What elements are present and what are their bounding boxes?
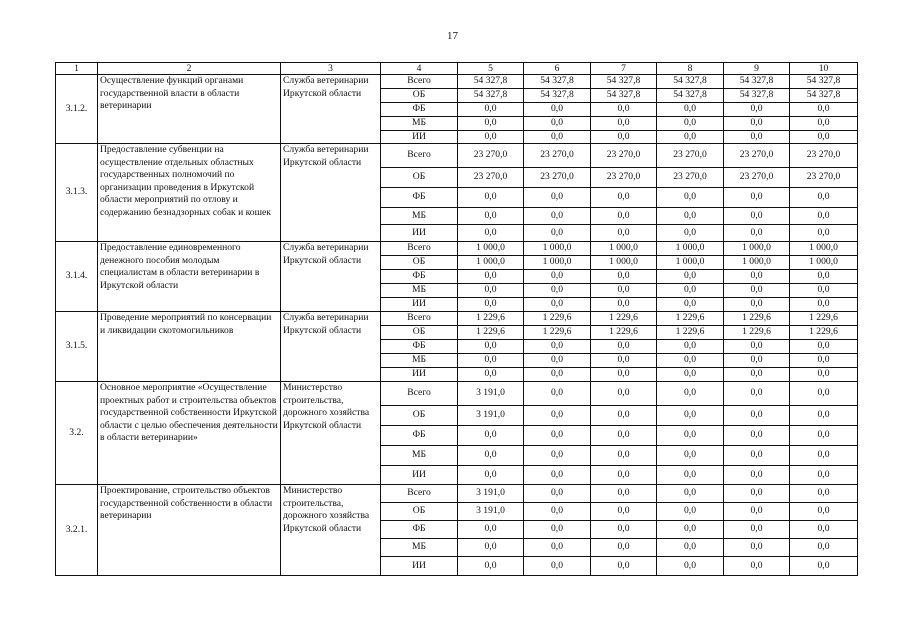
row-name: Основное мероприятие «Осуществление проектных работ и строительства объектов государственной собственности Иркутской области с целью обеспечения деятельности в области ветеринарии»: [98, 382, 281, 485]
funding-source: ОБ: [381, 256, 458, 270]
amount-cell: 0,0: [790, 284, 858, 298]
funding-source: ФБ: [381, 102, 458, 116]
funding-source: Всего: [381, 144, 458, 168]
amount-cell: 0,0: [591, 130, 657, 144]
amount-cell: 1 000,0: [724, 256, 790, 270]
amount-cell: 0,0: [657, 270, 724, 284]
row-name: Предоставление единовременного денежного пособия молодым специалистам в области ветеринарии в Иркутской области: [98, 242, 281, 312]
amount-cell: 0,0: [657, 208, 724, 225]
page-number: 17: [447, 30, 458, 42]
funding-source: ИИ: [381, 557, 458, 576]
column-number-3: 3: [281, 63, 381, 75]
column-number-9: 9: [724, 63, 790, 75]
amount-cell: 0,0: [524, 485, 591, 503]
amount-cell: 0,0: [724, 485, 790, 503]
table-row: [56, 312, 858, 326]
row-name: Осуществление функций органами государственной власти в области ветеринарии: [98, 75, 281, 144]
amount-cell: 54 327,8: [591, 89, 657, 103]
amount-cell: 0,0: [790, 298, 858, 312]
row-code: 3.1.4.: [56, 242, 98, 312]
column-number-6: 6: [524, 63, 591, 75]
amount-cell: 0,0: [657, 503, 724, 521]
amount-cell: 1 229,6: [790, 326, 858, 340]
amount-cell: 0,0: [458, 188, 524, 208]
amount-cell: 0,0: [458, 116, 524, 130]
amount-cell: 0,0: [591, 382, 657, 406]
amount-cell: 0,0: [724, 270, 790, 284]
amount-cell: 0,0: [657, 446, 724, 466]
amount-cell: 1 229,6: [524, 326, 591, 340]
row-executor: Служба ветеринарии Иркутской области: [281, 312, 381, 382]
amount-cell: 0,0: [458, 130, 524, 144]
amount-cell: 1 000,0: [458, 242, 524, 256]
column-number-10: 10: [790, 63, 858, 75]
amount-cell: 1 000,0: [458, 256, 524, 270]
row-code: 3.1.3.: [56, 144, 98, 242]
amount-cell: 54 327,8: [724, 89, 790, 103]
amount-cell: 0,0: [591, 208, 657, 225]
funding-source: ОБ: [381, 89, 458, 103]
amount-cell: 0,0: [724, 446, 790, 466]
row-name: Проектирование, строительство объектов государственной собственности в области ветеринарии: [98, 485, 281, 576]
amount-cell: 1 229,6: [724, 312, 790, 326]
amount-cell: 0,0: [524, 116, 591, 130]
row-executor: Служба ветеринарии Иркутской области: [281, 75, 381, 144]
funding-source: ИИ: [381, 298, 458, 312]
amount-cell: 0,0: [790, 130, 858, 144]
funding-source: ОБ: [381, 406, 458, 426]
amount-cell: 0,0: [724, 208, 790, 225]
amount-cell: 23 270,0: [458, 144, 524, 168]
funding-source: ИИ: [381, 368, 458, 382]
amount-cell: 0,0: [724, 426, 790, 446]
amount-cell: 1 000,0: [790, 256, 858, 270]
amount-cell: 0,0: [458, 225, 524, 242]
amount-cell: 0,0: [724, 225, 790, 242]
amount-cell: 0,0: [724, 382, 790, 406]
amount-cell: 1 229,6: [790, 312, 858, 326]
amount-cell: 0,0: [591, 521, 657, 539]
amount-cell: 0,0: [790, 539, 858, 557]
amount-cell: 0,0: [591, 485, 657, 503]
amount-cell: 0,0: [790, 225, 858, 242]
amount-cell: 0,0: [524, 557, 591, 576]
amount-cell: 0,0: [458, 446, 524, 466]
amount-cell: 0,0: [790, 340, 858, 354]
row-name: Предоставление субвенции на осуществление отдельных областных государственных полномочий по организации проведения в Иркутской области мероприятий по отлову и содержанию безнадзорных собак и кошек: [98, 144, 281, 242]
funding-source: ИИ: [381, 130, 458, 144]
amount-cell: 54 327,8: [724, 75, 790, 89]
funding-source: МБ: [381, 446, 458, 466]
amount-cell: 1 229,6: [657, 326, 724, 340]
amount-cell: 0,0: [790, 426, 858, 446]
amount-cell: 0,0: [458, 270, 524, 284]
funding-source: Всего: [381, 485, 458, 503]
amount-cell: 0,0: [724, 406, 790, 426]
amount-cell: 0,0: [790, 354, 858, 368]
amount-cell: 0,0: [591, 270, 657, 284]
amount-cell: 0,0: [724, 466, 790, 485]
amount-cell: 54 327,8: [657, 75, 724, 89]
amount-cell: 0,0: [657, 102, 724, 116]
amount-cell: 0,0: [790, 466, 858, 485]
amount-cell: 3 191,0: [458, 503, 524, 521]
amount-cell: 0,0: [790, 446, 858, 466]
amount-cell: 23 270,0: [657, 168, 724, 188]
amount-cell: 3 191,0: [458, 406, 524, 426]
table-row: [56, 242, 858, 256]
amount-cell: 23 270,0: [458, 168, 524, 188]
column-number-8: 8: [657, 63, 724, 75]
amount-cell: 1 000,0: [657, 256, 724, 270]
amount-cell: 0,0: [591, 466, 657, 485]
funding-source: МБ: [381, 208, 458, 225]
amount-cell: 0,0: [458, 557, 524, 576]
amount-cell: 1 000,0: [591, 256, 657, 270]
amount-cell: 0,0: [790, 116, 858, 130]
amount-cell: 0,0: [724, 539, 790, 557]
amount-cell: 1 229,6: [458, 312, 524, 326]
amount-cell: 0,0: [458, 340, 524, 354]
amount-cell: 0,0: [790, 503, 858, 521]
column-number-2: 2: [98, 63, 281, 75]
amount-cell: 0,0: [591, 116, 657, 130]
row-name: Проведение мероприятий по консервации и ликвидации скотомогильников: [98, 312, 281, 382]
amount-cell: 0,0: [724, 368, 790, 382]
amount-cell: 0,0: [524, 130, 591, 144]
amount-cell: 0,0: [657, 557, 724, 576]
amount-cell: 1 000,0: [657, 242, 724, 256]
amount-cell: 0,0: [724, 503, 790, 521]
row-executor: Министерство строительства, дорожного хозяйства Иркутской области: [281, 485, 381, 576]
amount-cell: 0,0: [524, 521, 591, 539]
table-row: [56, 144, 858, 168]
amount-cell: 0,0: [591, 557, 657, 576]
amount-cell: 54 327,8: [591, 75, 657, 89]
amount-cell: 0,0: [790, 270, 858, 284]
amount-cell: 23 270,0: [591, 168, 657, 188]
amount-cell: 23 270,0: [790, 168, 858, 188]
amount-cell: 0,0: [790, 485, 858, 503]
amount-cell: 0,0: [524, 539, 591, 557]
table-row: [56, 382, 858, 406]
amount-cell: 0,0: [724, 116, 790, 130]
amount-cell: 23 270,0: [524, 144, 591, 168]
amount-cell: 0,0: [790, 208, 858, 225]
amount-cell: 0,0: [591, 284, 657, 298]
amount-cell: 0,0: [790, 557, 858, 576]
budget-table: [55, 62, 858, 576]
amount-cell: 0,0: [591, 539, 657, 557]
column-number-7: 7: [591, 63, 657, 75]
amount-cell: 0,0: [591, 225, 657, 242]
amount-cell: 0,0: [790, 521, 858, 539]
amount-cell: 0,0: [724, 284, 790, 298]
funding-source: ОБ: [381, 168, 458, 188]
amount-cell: 0,0: [657, 539, 724, 557]
amount-cell: 0,0: [524, 426, 591, 446]
amount-cell: 23 270,0: [724, 168, 790, 188]
amount-cell: 54 327,8: [458, 75, 524, 89]
amount-cell: 23 270,0: [591, 144, 657, 168]
funding-source: ОБ: [381, 503, 458, 521]
amount-cell: 0,0: [591, 188, 657, 208]
amount-cell: 1 229,6: [657, 312, 724, 326]
amount-cell: 0,0: [458, 284, 524, 298]
amount-cell: 0,0: [657, 466, 724, 485]
amount-cell: 0,0: [524, 102, 591, 116]
amount-cell: 23 270,0: [524, 168, 591, 188]
amount-cell: 0,0: [724, 354, 790, 368]
column-number-5: 5: [458, 63, 524, 75]
amount-cell: 0,0: [524, 298, 591, 312]
amount-cell: 0,0: [458, 102, 524, 116]
amount-cell: 0,0: [657, 116, 724, 130]
amount-cell: 0,0: [724, 521, 790, 539]
amount-cell: 54 327,8: [790, 89, 858, 103]
amount-cell: 3 191,0: [458, 382, 524, 406]
amount-cell: 0,0: [591, 426, 657, 446]
table-row: [56, 75, 858, 89]
amount-cell: 1 000,0: [591, 242, 657, 256]
funding-source: Всего: [381, 312, 458, 326]
amount-cell: 0,0: [458, 208, 524, 225]
amount-cell: 23 270,0: [724, 144, 790, 168]
amount-cell: 0,0: [790, 188, 858, 208]
amount-cell: 1 229,6: [724, 326, 790, 340]
amount-cell: 0,0: [657, 406, 724, 426]
funding-source: ИИ: [381, 225, 458, 242]
funding-source: Всего: [381, 382, 458, 406]
funding-source: ФБ: [381, 426, 458, 446]
funding-source: ИИ: [381, 466, 458, 485]
amount-cell: 0,0: [790, 102, 858, 116]
amount-cell: 0,0: [591, 406, 657, 426]
amount-cell: 0,0: [657, 298, 724, 312]
amount-cell: 0,0: [657, 382, 724, 406]
funding-source: ФБ: [381, 521, 458, 539]
funding-source: МБ: [381, 354, 458, 368]
amount-cell: 0,0: [524, 382, 591, 406]
row-executor: Министерство строительства, дорожного хозяйства Иркутской области: [281, 382, 381, 485]
funding-source: МБ: [381, 116, 458, 130]
funding-source: МБ: [381, 284, 458, 298]
amount-cell: 0,0: [724, 188, 790, 208]
funding-source: МБ: [381, 539, 458, 557]
amount-cell: 0,0: [657, 130, 724, 144]
amount-cell: 54 327,8: [524, 89, 591, 103]
amount-cell: 0,0: [524, 340, 591, 354]
amount-cell: 0,0: [657, 368, 724, 382]
amount-cell: 0,0: [724, 102, 790, 116]
amount-cell: 0,0: [657, 426, 724, 446]
amount-cell: 0,0: [657, 521, 724, 539]
amount-cell: 0,0: [724, 130, 790, 144]
amount-cell: 0,0: [657, 284, 724, 298]
amount-cell: 0,0: [458, 466, 524, 485]
row-code: 3.1.5.: [56, 312, 98, 382]
amount-cell: 0,0: [458, 539, 524, 557]
funding-source: ФБ: [381, 340, 458, 354]
amount-cell: 1 229,6: [524, 312, 591, 326]
amount-cell: 1 000,0: [790, 242, 858, 256]
table-body: [56, 63, 858, 576]
amount-cell: 0,0: [591, 354, 657, 368]
amount-cell: 54 327,8: [790, 75, 858, 89]
amount-cell: 1 229,6: [458, 326, 524, 340]
amount-cell: 0,0: [724, 557, 790, 576]
amount-cell: 1 229,6: [591, 326, 657, 340]
column-number-4: 4: [381, 63, 458, 75]
funding-source: ОБ: [381, 326, 458, 340]
table-row: [56, 485, 858, 503]
amount-cell: 0,0: [591, 298, 657, 312]
amount-cell: 0,0: [524, 354, 591, 368]
amount-cell: 0,0: [524, 188, 591, 208]
amount-cell: 0,0: [724, 340, 790, 354]
amount-cell: 0,0: [657, 340, 724, 354]
amount-cell: 1 000,0: [524, 256, 591, 270]
amount-cell: 54 327,8: [657, 89, 724, 103]
amount-cell: 23 270,0: [657, 144, 724, 168]
amount-cell: 0,0: [458, 368, 524, 382]
amount-cell: 0,0: [524, 270, 591, 284]
amount-cell: 3 191,0: [458, 485, 524, 503]
header-row: [56, 63, 858, 75]
amount-cell: 0,0: [458, 426, 524, 446]
funding-source: ФБ: [381, 270, 458, 284]
amount-cell: 0,0: [657, 354, 724, 368]
column-number-1: 1: [56, 63, 98, 75]
amount-cell: 54 327,8: [458, 89, 524, 103]
amount-cell: 0,0: [724, 298, 790, 312]
amount-cell: 0,0: [524, 466, 591, 485]
amount-cell: 0,0: [524, 406, 591, 426]
amount-cell: 23 270,0: [790, 144, 858, 168]
amount-cell: 0,0: [524, 225, 591, 242]
amount-cell: 0,0: [790, 368, 858, 382]
amount-cell: 0,0: [524, 208, 591, 225]
amount-cell: 0,0: [458, 521, 524, 539]
amount-cell: 0,0: [790, 406, 858, 426]
amount-cell: 0,0: [591, 446, 657, 466]
amount-cell: 54 327,8: [524, 75, 591, 89]
amount-cell: 0,0: [591, 503, 657, 521]
amount-cell: 1 000,0: [524, 242, 591, 256]
row-executor: Служба ветеринарии Иркутской области: [281, 242, 381, 312]
amount-cell: 0,0: [524, 503, 591, 521]
amount-cell: 0,0: [790, 382, 858, 406]
amount-cell: 0,0: [524, 368, 591, 382]
row-code: 3.1.2.: [56, 75, 98, 144]
amount-cell: 0,0: [458, 298, 524, 312]
amount-cell: 1 229,6: [591, 312, 657, 326]
row-executor: Служба ветеринарии Иркутской области: [281, 144, 381, 242]
row-code: 3.2.1.: [56, 485, 98, 576]
amount-cell: 0,0: [524, 284, 591, 298]
amount-cell: 1 000,0: [724, 242, 790, 256]
amount-cell: 0,0: [591, 340, 657, 354]
funding-source: Всего: [381, 242, 458, 256]
amount-cell: 0,0: [657, 485, 724, 503]
amount-cell: 0,0: [657, 188, 724, 208]
amount-cell: 0,0: [524, 446, 591, 466]
row-code: 3.2.: [56, 382, 98, 485]
funding-source: Всего: [381, 75, 458, 89]
funding-source: ФБ: [381, 188, 458, 208]
amount-cell: 0,0: [591, 368, 657, 382]
amount-cell: 0,0: [458, 354, 524, 368]
amount-cell: 0,0: [657, 225, 724, 242]
amount-cell: 0,0: [591, 102, 657, 116]
